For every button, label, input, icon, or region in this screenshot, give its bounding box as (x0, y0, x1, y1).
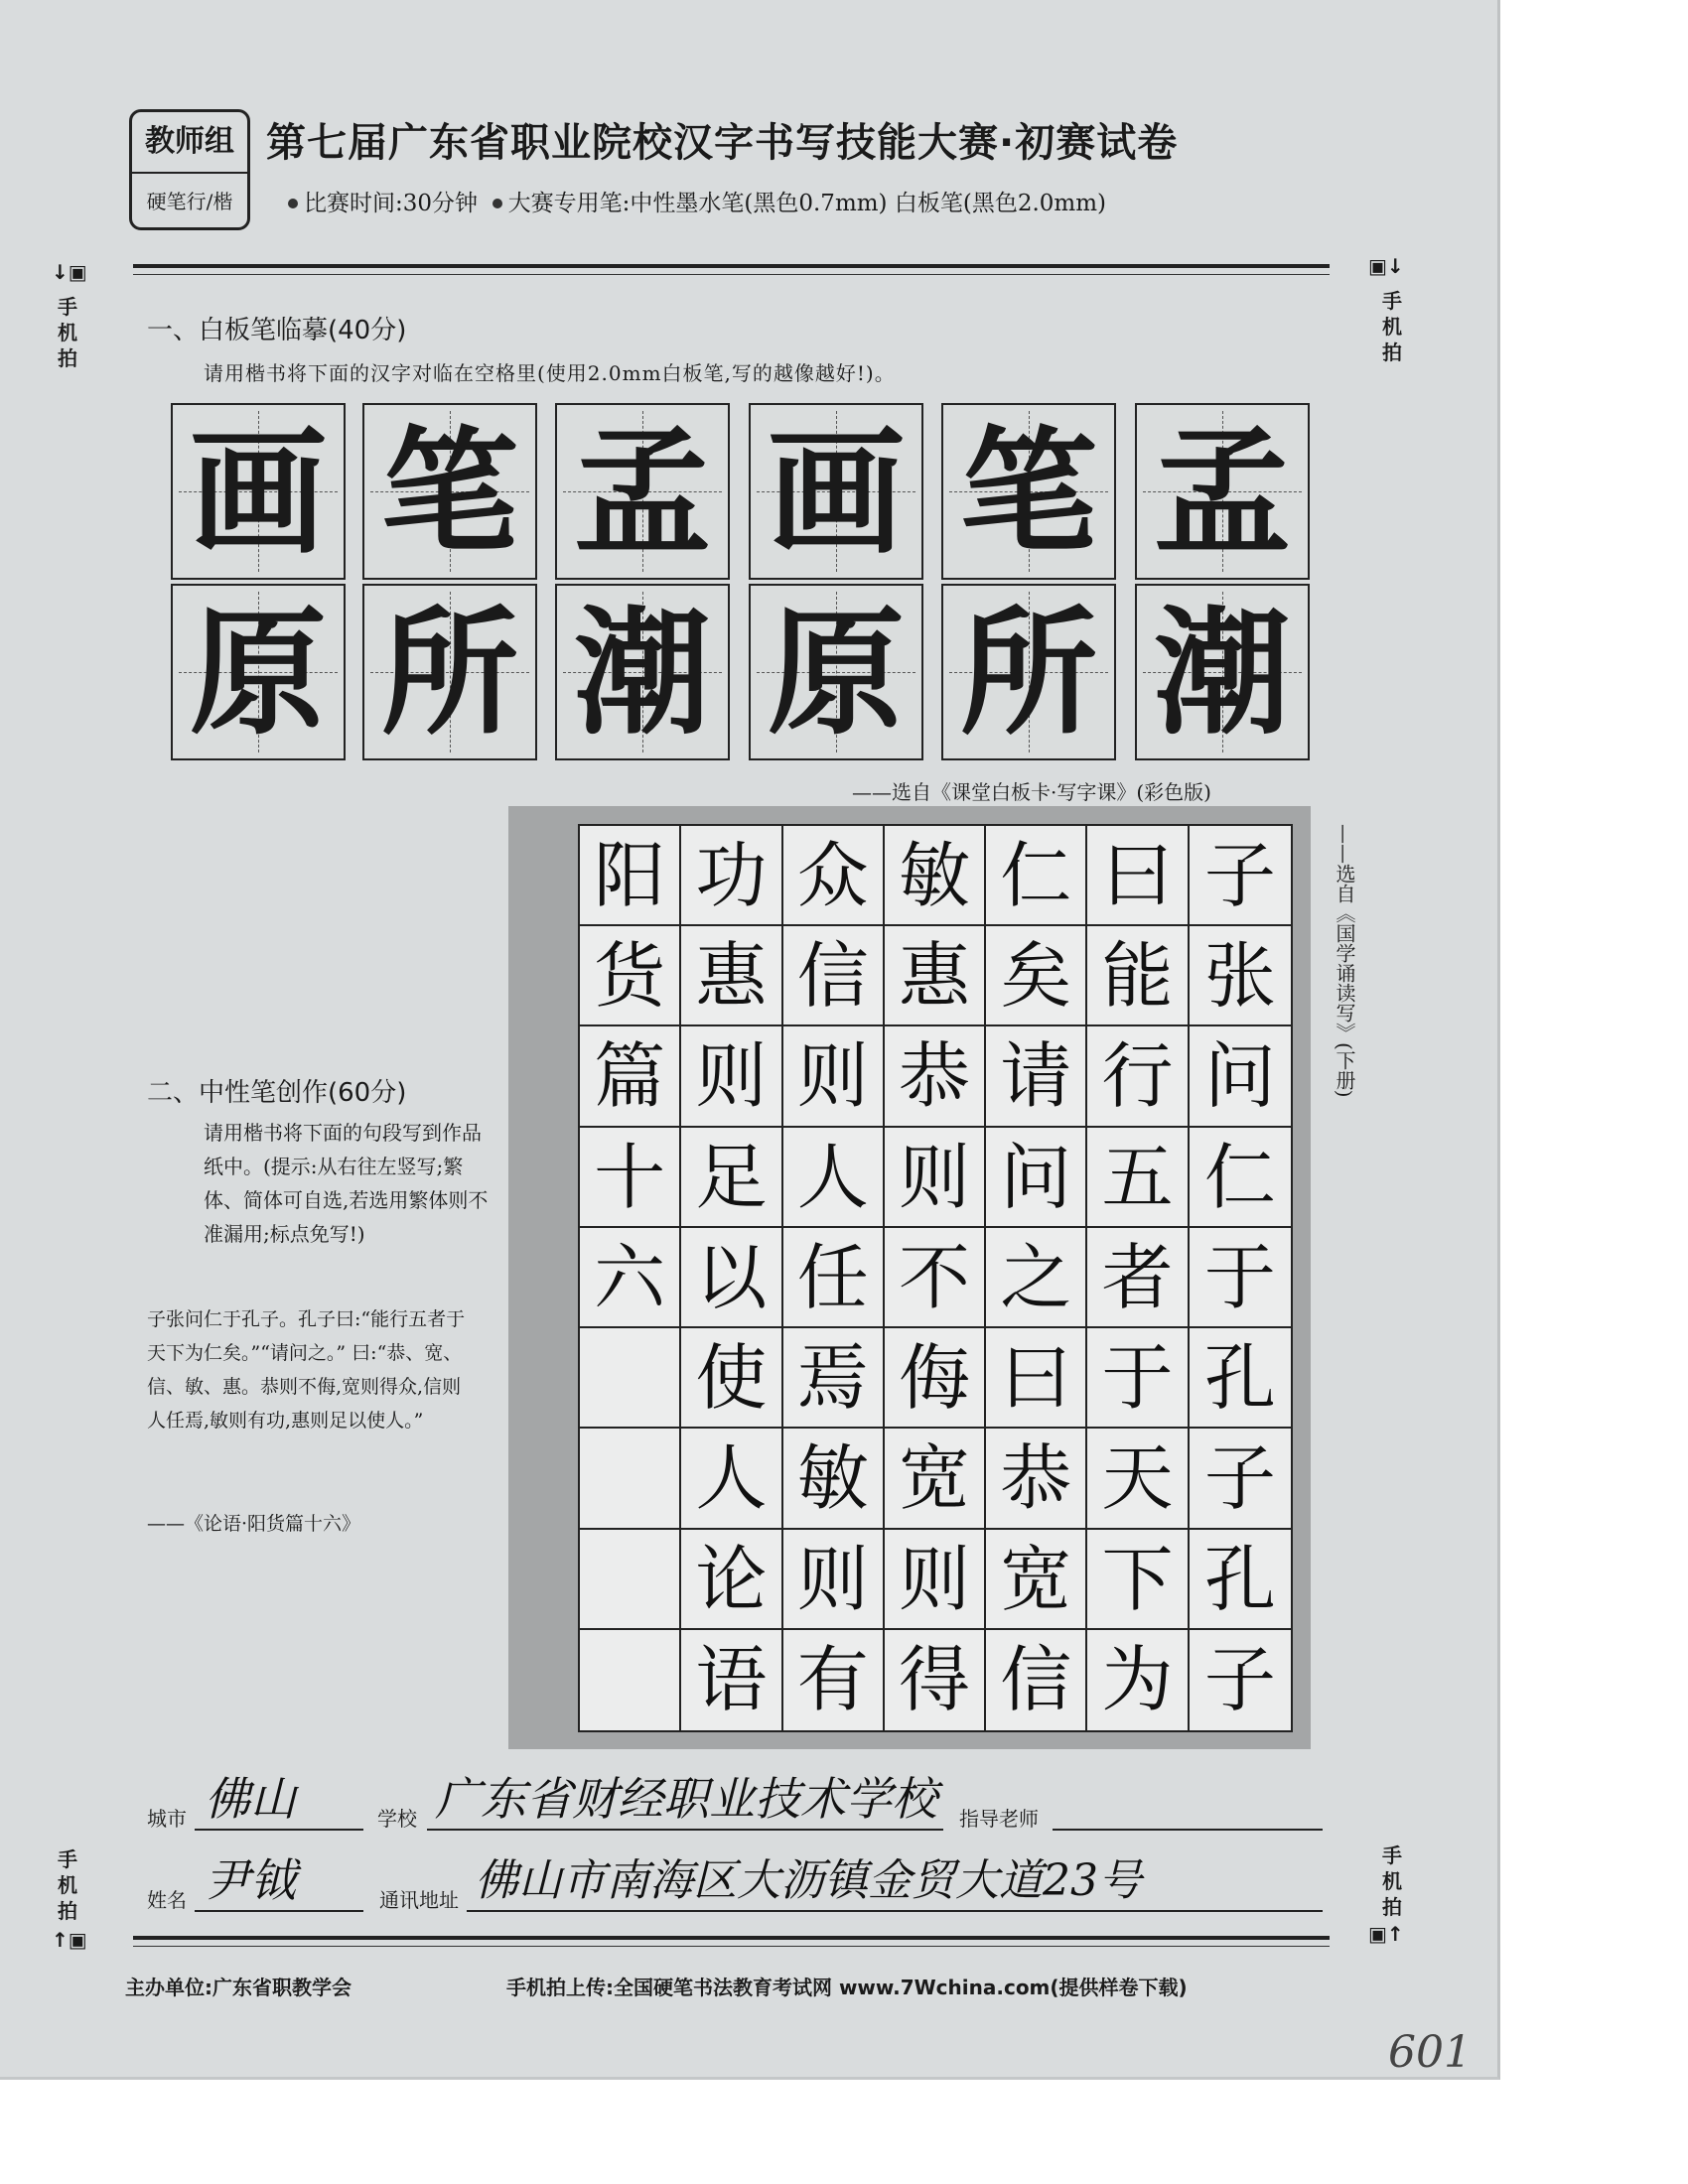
copy-cell (555, 584, 730, 760)
grid-cell: 功 (681, 826, 782, 926)
footer-rule (133, 1936, 1330, 1940)
grid-cell: 则 (681, 1026, 782, 1127)
section1-title: 一、白板笔临摹(40分) (147, 316, 407, 345)
exam-rules (288, 185, 1106, 217)
school-label: 学校 (377, 1807, 417, 1831)
exam-title: 第七届广东省职业院校汉字书写技能大赛·初赛试卷 (266, 120, 1179, 166)
grid-cell: 焉 (783, 1328, 885, 1429)
teacher-field[interactable] (1053, 1829, 1323, 1831)
camera-icon: ▣↑ (1368, 1922, 1404, 1946)
grid-cell: 子 (1190, 1429, 1291, 1529)
name-value: 尹钺 (205, 1853, 296, 1907)
section2-instruction: 请用楷书将下面的句段写到作品纸中。(提示:从右往左竖写;繁体、简体可自选,若选用繁体则不准漏用;标点免写!) (204, 1121, 489, 1246)
grid-cell: 货 (580, 926, 681, 1026)
grid-cell: 则 (885, 1128, 986, 1228)
section2-title: 二、中性笔创作(60分) (147, 1078, 407, 1108)
grid-cell: 众 (783, 826, 885, 926)
section1-instruction: 请用楷书将下面的汉字对临在空格里(使用2.0mm白板笔,写的越像越好!)。 (204, 361, 896, 385)
grid-cell: 请 (986, 1026, 1087, 1127)
school-value: 广东省财经职业技术学校 (435, 1772, 937, 1826)
group-badge (129, 109, 250, 230)
copy-character: 画 (767, 411, 905, 573)
grid-cell: 张 (1190, 926, 1291, 1026)
grid-cell (580, 1530, 681, 1630)
address-label: 通讯地址 (379, 1888, 459, 1912)
grid-cell: 天 (1087, 1429, 1189, 1529)
section1-credit: ——选自《课堂白板卡·写字课》(彩色版) (852, 780, 1211, 804)
bullet-icon (492, 199, 502, 208)
grid-cell: 则 (885, 1530, 986, 1630)
grid-cell: 则 (783, 1026, 885, 1127)
rule-pen: 大赛专用笔:中性墨水笔(黑色0.7mm) 白板笔(黑色2.0mm) (507, 191, 1106, 216)
copy-cell (1135, 584, 1310, 760)
copy-character: 潮 (1153, 592, 1291, 753)
grid-cell: 五 (1087, 1128, 1189, 1228)
footer-organizer: 主办单位:广东省职教学会 (125, 1976, 352, 1999)
copy-cell (555, 403, 730, 580)
city-field[interactable] (195, 1829, 363, 1831)
copy-cell (171, 584, 346, 760)
page-number: 601 (1388, 2027, 1472, 2078)
grid-cell: 于 (1087, 1328, 1189, 1429)
grid-cell: 仁 (986, 826, 1087, 926)
grid-cell: 足 (681, 1128, 782, 1228)
copy-character: 画 (189, 411, 327, 573)
copy-cell (362, 403, 537, 580)
city-label: 城市 (147, 1807, 187, 1831)
address-field[interactable] (467, 1910, 1323, 1912)
city-value: 佛山 (205, 1772, 296, 1826)
camera-icon: ▣↓ (1368, 254, 1404, 278)
header-rule (133, 264, 1330, 268)
grid-cell: 惠 (885, 926, 986, 1026)
bullet-icon (288, 199, 298, 208)
grid-cell (580, 1630, 681, 1730)
copy-character: 潮 (573, 592, 711, 753)
grid-cell: 信 (783, 926, 885, 1026)
photo-mark-tl: 手机拍 (58, 295, 77, 370)
copy-character: 原 (189, 592, 327, 753)
name-label: 姓名 (147, 1888, 187, 1912)
grid-cell: 阳 (580, 826, 681, 926)
footer-rule-thin (133, 1946, 1330, 1947)
group-label: 教师组 (132, 112, 247, 174)
grid-cell: 曰 (986, 1328, 1087, 1429)
copy-cell (1135, 403, 1310, 580)
grid-cell: 之 (986, 1228, 1087, 1328)
grid-cell: 曰 (1087, 826, 1189, 926)
grid-cell: 得 (885, 1630, 986, 1730)
grid-cell: 任 (783, 1228, 885, 1328)
copy-character: 所 (380, 592, 518, 753)
header-rule-thin (133, 274, 1330, 275)
grid-cell: 仁 (1190, 1128, 1291, 1228)
grid-cell: 侮 (885, 1328, 986, 1429)
grid-cell: 敏 (783, 1429, 885, 1529)
grid-cell: 恭 (885, 1026, 986, 1127)
side-credit: ——选自《国学诵读写》(下册) (1333, 824, 1356, 1098)
copy-cell (749, 403, 923, 580)
grid-cell: 孔 (1190, 1530, 1291, 1630)
copy-character: 笔 (380, 411, 518, 573)
photo-mark-bl: 手机拍 (58, 1847, 77, 1923)
grid-cell: 惠 (681, 926, 782, 1026)
grid-cell: 子 (1190, 826, 1291, 926)
grid-cell: 孔 (1190, 1328, 1291, 1429)
grid-cell: 者 (1087, 1228, 1189, 1328)
photo-mark-br: 手机拍 (1382, 1843, 1402, 1919)
copy-character: 孟 (573, 411, 711, 573)
copy-cell (171, 403, 346, 580)
grid-cell: 则 (783, 1530, 885, 1630)
passage-text: 子张问仁于孔子。孔子曰:“能行五者于天下为仁矣。”“请问之。” 曰:“恭、宽、信、敏、惠。恭则不侮,宽则得众,信则人任焉,敏则有功,惠则足以使人。” (147, 1308, 466, 1432)
grid-cell: 有 (783, 1630, 885, 1730)
copy-character: 笔 (959, 411, 1097, 573)
teacher-label: 指导老师 (959, 1807, 1039, 1831)
grid-cell: 论 (681, 1530, 782, 1630)
rule-time: 比赛时间:30分钟 (304, 191, 479, 216)
grid-cell: 问 (986, 1128, 1087, 1228)
grid-cell: 十 (580, 1128, 681, 1228)
copy-character: 原 (767, 592, 905, 753)
grid-cell: 使 (681, 1328, 782, 1429)
grid-cell (580, 1429, 681, 1529)
grid-cell: 能 (1087, 926, 1189, 1026)
footer-upload-link[interactable]: 手机拍上传:全国硬笔书法教育考试网 www.7Wchina.com(提供样卷下载) (506, 1976, 1188, 1999)
copy-cell (941, 584, 1116, 760)
grid-cell: 信 (986, 1630, 1087, 1730)
grid-cell (580, 1328, 681, 1429)
copy-cell (362, 584, 537, 760)
practice-grid (578, 824, 1293, 1732)
copy-cell (941, 403, 1116, 580)
grid-cell: 矣 (986, 926, 1087, 1026)
copy-character: 所 (959, 592, 1097, 753)
grid-cell: 行 (1087, 1026, 1189, 1127)
grid-cell: 六 (580, 1228, 681, 1328)
grid-cell: 子 (1203, 1637, 1276, 1721)
copy-character: 孟 (1153, 411, 1291, 573)
address-value: 佛山市南海区大沥镇金贸大道23号 (475, 1855, 1142, 1906)
grid-cell: 人 (681, 1429, 782, 1529)
style-label: 硬笔行/楷 (146, 190, 233, 213)
grid-cell: 于 (1190, 1228, 1291, 1328)
grid-cell: 宽 (986, 1530, 1087, 1630)
grid-cell: 语 (681, 1630, 782, 1730)
grid-cell: 恭 (986, 1429, 1087, 1529)
grid-cell: 宽 (885, 1429, 986, 1529)
photo-mark-tr: 手机拍 (1382, 289, 1402, 364)
grid-cell: 下 (1087, 1530, 1189, 1630)
camera-icon: ↑▣ (52, 1928, 87, 1952)
passage-source: ——《论语·阳货篇十六》 (147, 1513, 361, 1535)
grid-cell: 人 (783, 1128, 885, 1228)
grid-cell: 不 (885, 1228, 986, 1328)
grid-cell: 为 (1087, 1630, 1189, 1730)
camera-icon: ↓▣ (52, 260, 87, 284)
grid-cell: 问 (1190, 1026, 1291, 1127)
grid-cell: 篇 (580, 1026, 681, 1127)
grid-cell: 以 (681, 1228, 782, 1328)
name-field[interactable] (195, 1910, 363, 1912)
grid-cell: 敏 (885, 826, 986, 926)
school-field[interactable] (427, 1829, 943, 1831)
copy-cell (749, 584, 923, 760)
